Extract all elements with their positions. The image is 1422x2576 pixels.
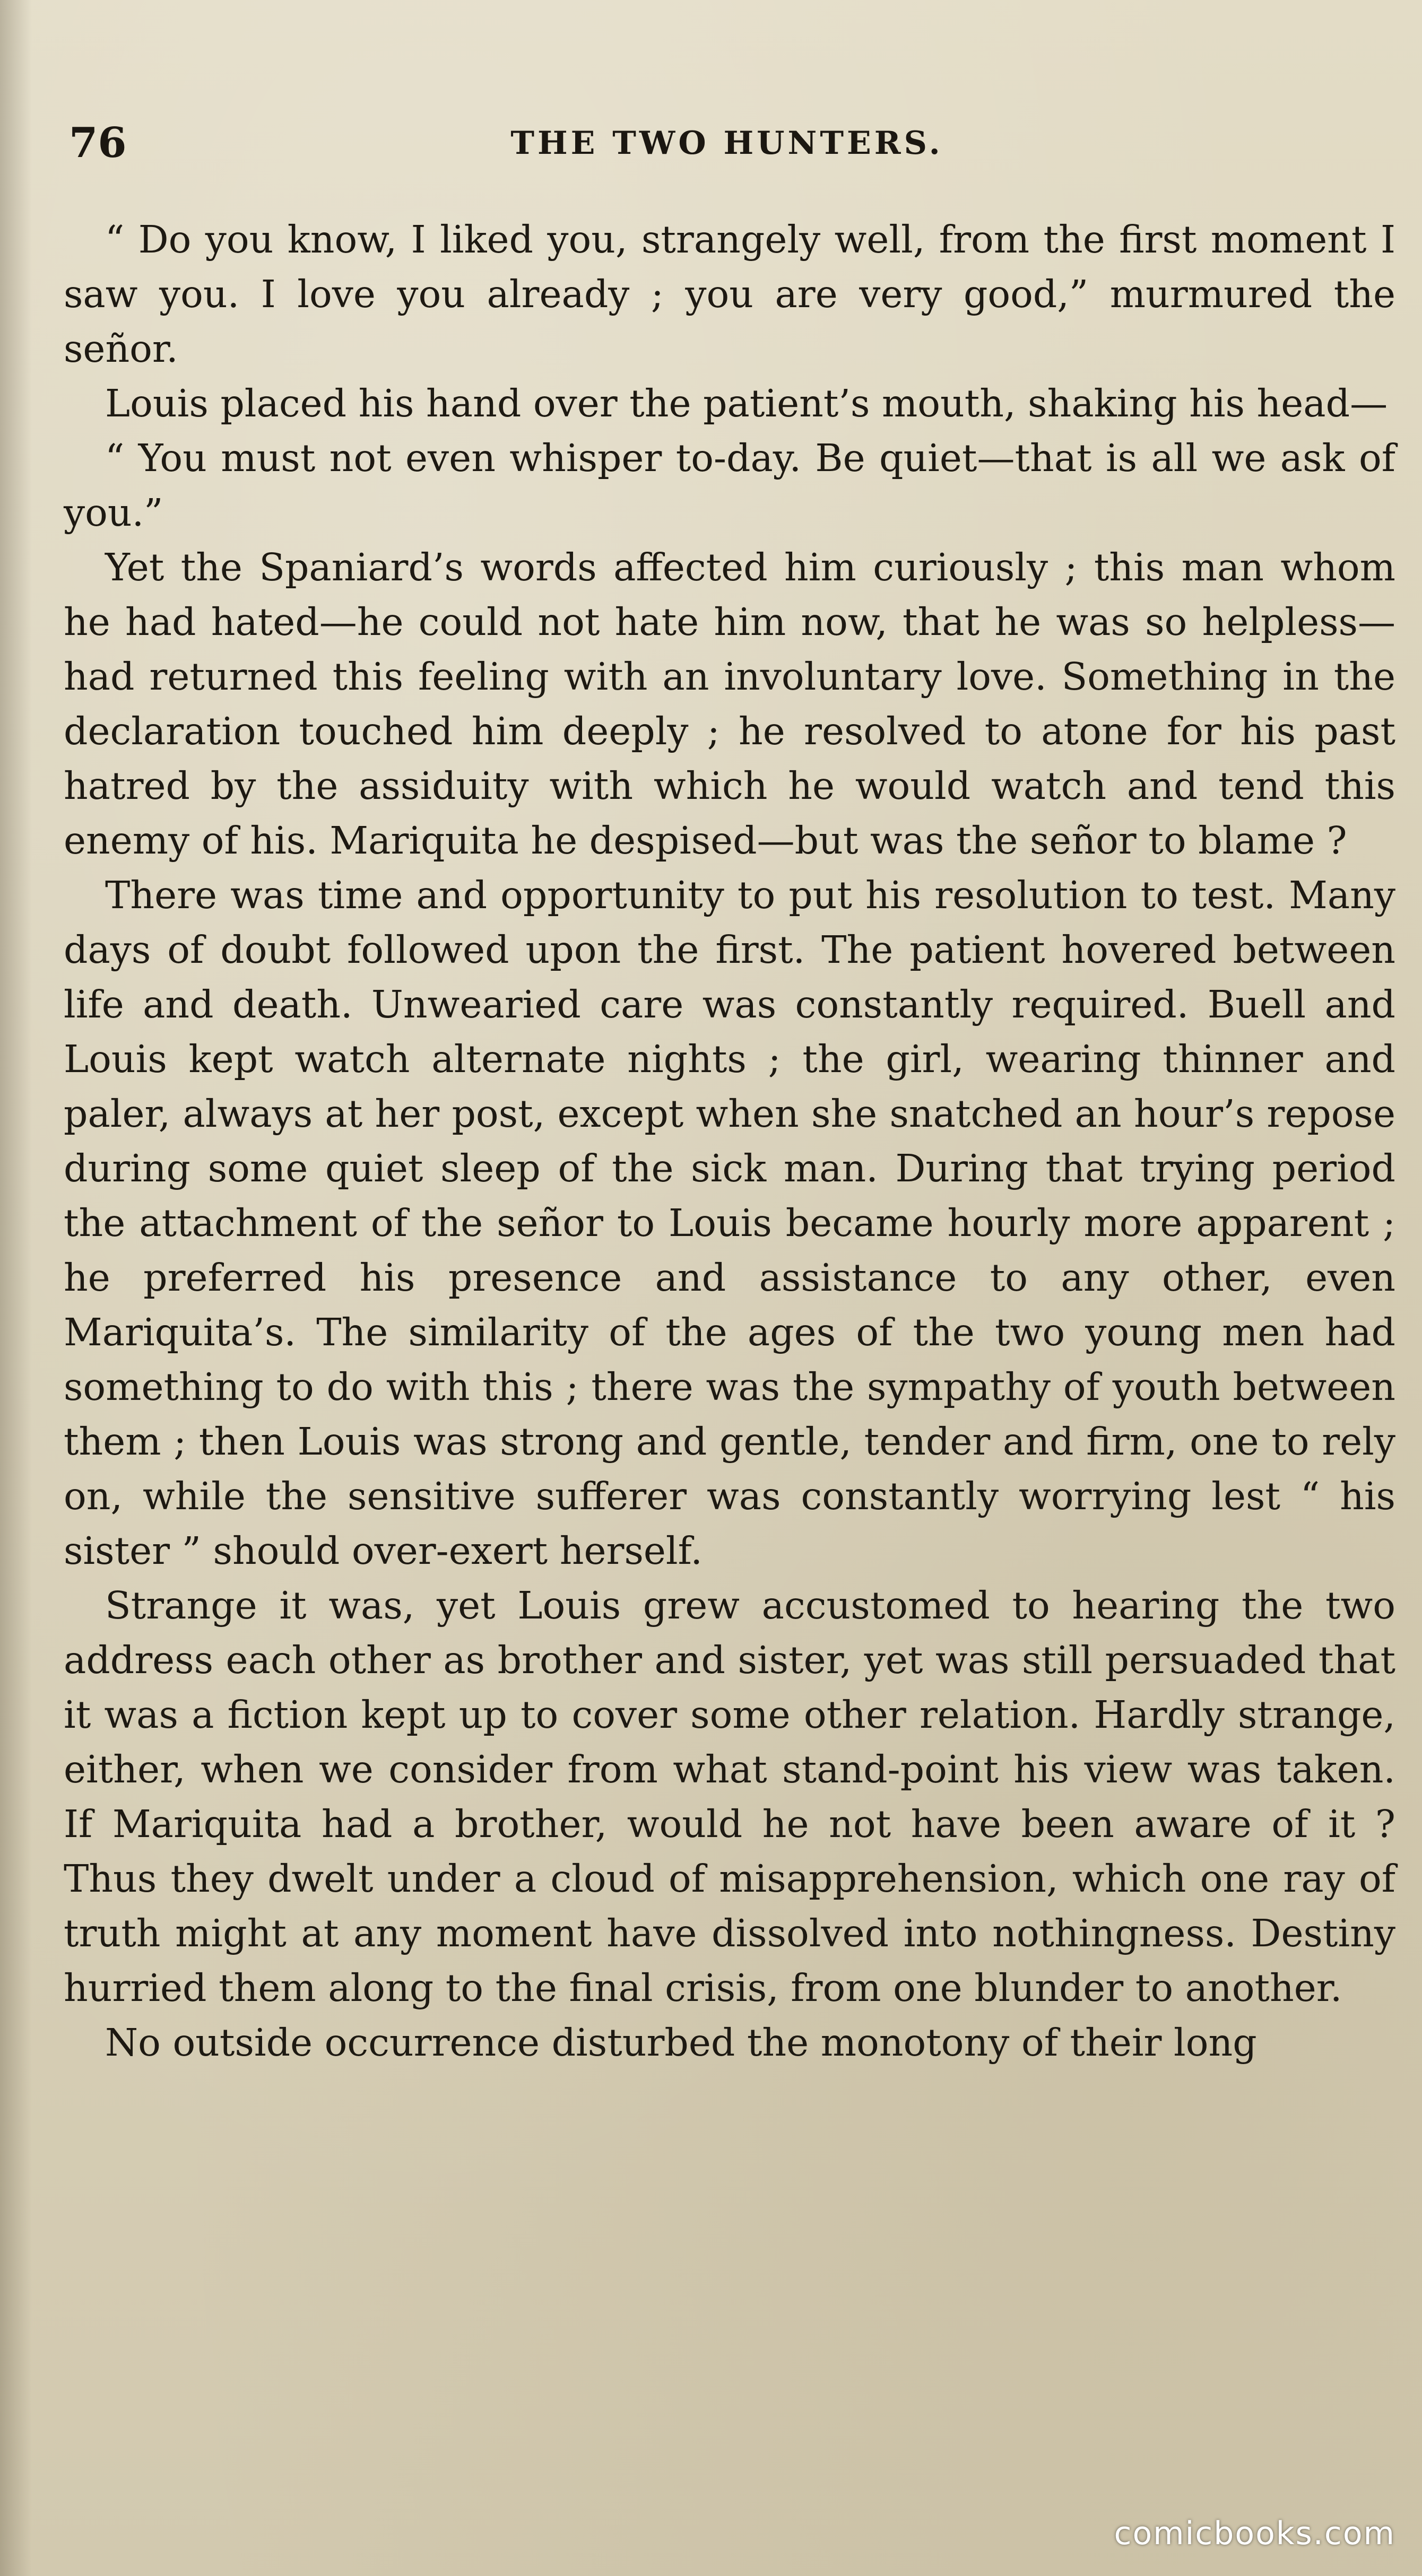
page-number: 76: [69, 119, 127, 167]
running-head: THE TWO HUNTERS.: [510, 125, 943, 162]
paragraph: No outside occurrence disturbed the monotony of their long: [105, 2021, 1257, 2065]
paragraph: Strange it was, yet Louis grew accustomed to hearing the two address each other as brother and sister, yet was still persuaded that it was a fiction kept up to cover some other relation. Hardly strange, either, when we consider from what stand-point his view was taken. If Mariquita had a brother, would he not have been aware of it ? Thus they dwelt under a cloud of misapprehension, which one ray of truth might at any moment have dissolved into nothingness. Destiny hurried them along to the final crisis, from one blunder to another.: [64, 1583, 1395, 2010]
paragraph: Louis placed his hand over the patient’s mouth, shaking his head—: [105, 381, 1388, 425]
watermark: comicbooks.com: [1114, 2515, 1395, 2552]
page-header: [69, 111, 1385, 175]
body-text: [64, 212, 1395, 2070]
paragraph: “ Do you know, I liked you, strangely well, from the first moment I saw you. I love you already ; you are very good,” murmured the señor.: [64, 217, 1395, 371]
paragraph: Yet the Spaniard’s words affected him curiously ; this man whom he had hated—he could not hate him now, that he was so helpless—had returned this feeling with an involuntary love. Something in the declaration touched him deeply ; he resolved to atone for his past hatred by the assiduity with which he would watch and tend this enemy of his. Mariquita he despised—but was the señor to blame ?: [64, 545, 1395, 863]
paragraph: “ You must not even whisper to-day. Be quiet—that is all we ask of you.”: [64, 436, 1395, 535]
paragraph: There was time and opportunity to put his resolution to test. Many days of doubt followed upon the first. The patient hovered between life and death. Unwearied care was constantly required. Buell and Louis kept watch alternate nights ; the girl, wearing thinner and paler, always at her post, except when she snatched an hour’s repose during some quiet sleep of the sick man. During that trying period the attachment of the señor to Louis became hourly more apparent ; he preferred his presence and assistance to any other, even Mariquita’s. The similarity of the ages of the two young men had something to do with this ; there was the sympathy of youth between them ; then Louis was strong and gentle, tender and firm, one to rely on, while the sensitive sufferer was constantly worrying lest “ his sister ” should over-exert herself.: [64, 873, 1395, 1573]
gutter-shadow: [0, 0, 32, 2576]
